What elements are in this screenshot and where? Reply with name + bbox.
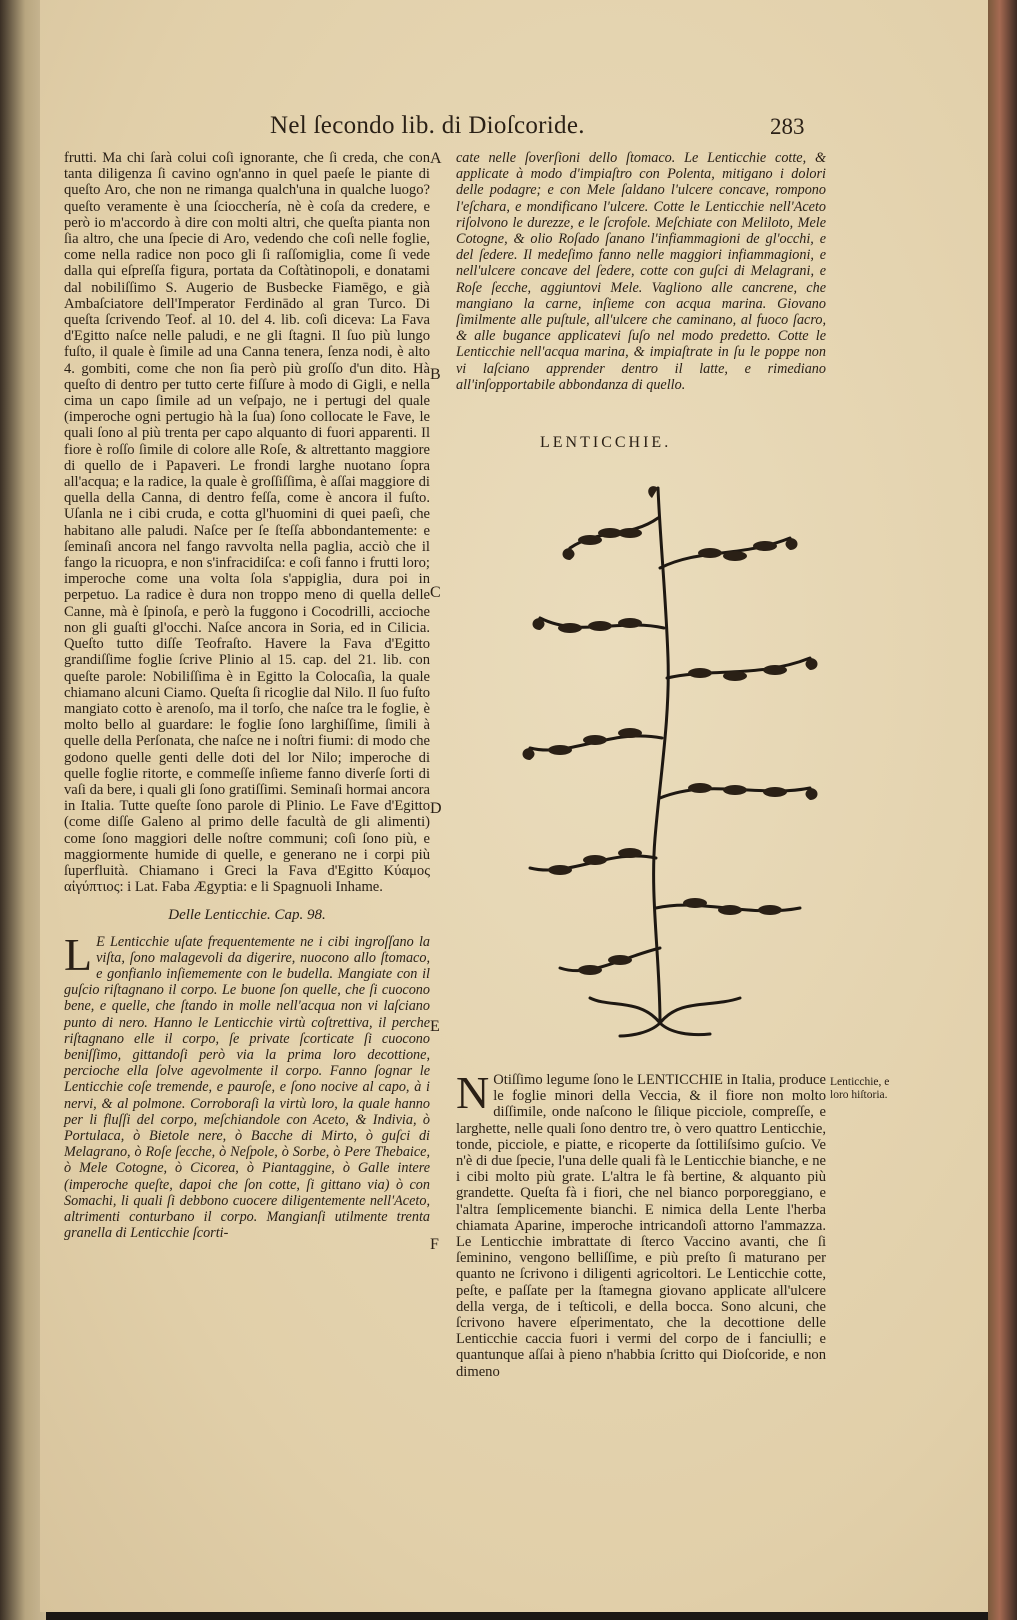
left-column — [64, 150, 430, 1241]
remedies-text: cate nelle ſoverſioni dello ſtomaco. Le Lenticchie cotte, & applicate à modo d'impiaſtro con Polenta, mitigano i dolori delle podagre; e con Mele ſaldano l'ulcere concave, rompono l'eſchara, e mondificano l'ulcere. Cotte le Lenticchie nell'Aceto riſolvono le durezze, e le ſcrofole. Meſchiate con Meliloto, Mele Cotogne, & olio Roſado ſanano l'infiammagioni de gl'occhi, e del ſedere. Il medeſimo fanno nelle maggiori infiammagioni, e nell'ulcere concave del ſedere, cotte con guſci di Melagrani, e Roſe ſecche, aggiuntovi Mele. Vagliono alle cancrene, che mangiano la carne, inſieme con acqua marina. Giovano ſimilmente alle puſtule, all'ulcere che caminano, al fuoco ſacro, & alle bugance applicatevi ſuſo nel modo predetto. Cotte le Lenticchie nell'acqua marina, & impiaſtrate in ſu le poppe non vi laſciano apprender dentro il latte, e rimediano all'inſopportabile abbondanza di quello. — [456, 150, 826, 393]
lentil-plant-woodcut-icon — [510, 478, 830, 1038]
chapter-heading: Delle Lenticchie. Cap. 98. — [168, 907, 326, 924]
history-body: Otiſſimo legume ſono le LENTICCHIE in Italia, produce le foglie minori della Veccia, & il fiore non molto diſſimile, onde naſcono le ſilique picciole, compreſſe, e larghette, nelle quali ſono dentro tre, ò vero quattro Lenticchie, tonde, picciole, e piatte, e ricoperte da ſottiliſsimo guſcio. Ve n'è di due ſpecie, l'una delle quali fà le Lenticchie bianche, e ne i cibi molto più grate. L'altra le fà bertine, & alquanto più grandette. Queſta fà i fiori, che nel bianco porporeggiano, e l'altra ſemplicemente bianchi. E nimica della Lente l'herba chiamata Aparine, imperoche intricandoſi attorno l'ammazza. Le Lenticchie imbrattate di ſterco Vaccino avanti, che ſi ſeminino, vengono belliſſime, e più preſto ſi maturano per quanto ne ſcrivono i diligenti agricoltori. Le Lenticchie cotte, peſte, e paſſate per la ſtamegna giovano applicate all'ulcere della verga, de i teſticoli, e della bocca. Sono alcuni, che ſcrivono havere eſperimentato, che la decottione delle Lenticchie caccia fuori i vermi del corpo de i fanciulli; e quantunque aſſai à pieno n'habbia ſcritto qui Dioſcoride, e non dimeno — [456, 1072, 826, 1380]
book-edge — [988, 0, 1017, 1620]
book-page — [40, 0, 988, 1612]
running-title: Nel ſecondo lib. di Dioſcoride. — [270, 112, 585, 139]
aro-text: frutti. Ma chi ſarà colui coſi ignorante, che ſi creda, che con tanta diligenza ſi cavino ogn'anno in quel paeſe le piante di queſto Aro, che non ne rimanga qualch'una in qualche luogo? queſto veramente è una ſciocchería, nè è coſa da credere, e però io m'accordo à dire con molti altri, che queſta pianta non ſia altro, che una ſpecie di Aro, vedendo che coſi nelle foglie, come nella radice non poco gli ſi raſſomiglia, come ſi vede dalla qui eſpreſſa figura, portata da Coſtàtinopoli, e donatami dal nobiliſſimo S. Augerio de Busbecke Fiamēgo, e già Ambaſciatore dell'Imperator Ferdinādo al gran Turco. Di queſta ſcrivendo Teof. al 10. del 4. lib. coſi diceva: La Fava d'Egitto naſce nelle paludi, e ne gli ſtagni. Il ſuo più lungo fuſto, il quale è ſimile ad una Canna tenera, ſenza nodi, è alto 4. gombiti, come che non ſia però più groſſo d'un dito. Hà queſto di dentro per tutto certe fiſſure à modo di Gigli, e nella cima un capo ſimile ad un veſpajo, ne i pertugi del quale (imperoche ogni pertugio hà la ſua) ſono collocate le Fave, le quali ſono al più trenta per capo alquanto di fuori apparenti. Il fiore è roſſo ſimile di colore alle Roſe, & altrettanto maggiore di quello de i Papaveri. Le frondi larghe nuotano ſopra all'acqua; e la radice, la quale è groſſiſſima, è aſſai maggiore di quella della Canna, di dentro feſſa, come è ancora il fuſto. Uſanla ne i cibi cruda, e cotta gl'huomini di quei paeſi, che habitano alle paludi. Naſce per ſe ſteſſa abbondantemente: e ſeminaſi ancora nel fango ravvolta nella paglia, acciò che il fango la ricuopra, e non s'infracidiſca: e coſi fanno i frutti loro; imperoche come una volta ſola s'appiglia, dura poi in perpetuo. La radice è dura non troppo meno di quella delle Canne, mà è ſpinoſa, e però la fuggono i Cocodrilli, accioche non gli guaſti gl'occhi. Naſce ancora in Soria, ed in Cilicia. Queſto tutto diſſe Teofraſto. Havere la Fava d'Egitto grandiſſime foglie ſcrive Plinio al 15. cap. del 21. lib. con queſte parole: Nobiliſſima è in Egitto la Colocaſia, la quale chiamano alcuni Ciamo. Queſta ſi ricoglie dal Nilo. Il ſuo fuſto mangiato cotto è arenoſo, ma il torſo, che naſce tra le foglie, è molto bello al guardare: le foglie ſono larghiſſime, ſimili à quelle della Perſonata, che naſce ne i noſtri fiumi: di modo che godono quelle genti delle doti del lor Nilo; imperoche di quelle foglie ritorte, e commeſſe inſieme fanno diverſe ſorti di vaſi da bere, i quali gli ſono gratiſſimi. Seminaſi hormai ancora in Italia. Tutte queſte ſono parole di Plinio. Le Fave d'Egitto (come diſſe Galeno al primo delle facultà de gli alimenti) come ſono maggiori delle noſtre communi; coſi ſono più, e maggiormente humide di quelle, e generano ne i corpi più ſuperfluità. Chiamano i Greci la Fava d'Egitto Κύαμος αἰγύπτιος: i Lat. Faba Ægyptia: e li Spagnuoli Inhame. — [64, 150, 430, 896]
chapter-body: E Lenticchie uſate frequentemente ne i cibi ingroſſano la viſta, ſono malagevoli da digerire, nuocono allo ſtomaco, e gonfianlo inſiememente con le budella. Mangiate con il guſcio riſtagnano il corpo. Le buone ſon quelle, che ſi cuocono bene, e quelle, che ſtando in molle nell'acqua non vi laſciano punto di nero. Hanno le Lenticchie virtù coſtrettiva, il perche riſtagnano elle il corpo, ſe private ſcorticate ſi cuocono beniſſimo, gittandoſi però via la prima loro decottione, percioche ella ſolve agevolmente il corpo. Fanno ſognar le Lenticchie coſe tremende, e pauroſe, e ſono nocive al capo, à i nervi, & al polmone. Corroboraſi la virtù loro, la quale hanno per li fluſſi del corpo, meſchiandole con Aceto, & Indivia, ò Portulaca, ò Bietole nere, ò Bacche di Mirto, ò guſci di Melagrano, ò Roſe ſecche, ò Neſpole, ò Sorbe, ò Pere Thebaice, ò Mele Cotogne, ò Cicorea, ò Piantaggine, ò Galle intere (imperoche queſte, dapoi che ſon cotte, ſi gittano via) ò con Somachi, li quali ſi debbono cuocere diligentemente nell'Aceto, altrimenti conturbano il corpo. Mangianſi utilmente trenta granella di Lenticchie ſcorti- — [64, 933, 430, 1242]
dropcap-l: L — [64, 928, 93, 980]
margin-letter-f: F — [430, 1236, 439, 1253]
page-number: 283 — [770, 114, 805, 139]
side-note: Lenticchie, e loro hiſtoria. — [830, 1076, 890, 1101]
lenticchie-dioscorides-text — [64, 928, 430, 1242]
margin-letter-b: B — [430, 366, 441, 383]
margin-letter-a: A — [430, 150, 442, 167]
page-header — [40, 112, 988, 146]
illustration-title: LENTICCHIE. — [540, 434, 672, 451]
right-column-top — [456, 150, 826, 393]
margin-letter-e: E — [430, 1018, 440, 1035]
margin-letter-d: D — [430, 800, 442, 817]
lenticchie-history-text — [456, 1067, 826, 1380]
right-column-bottom — [456, 1067, 826, 1380]
margin-letter-c: C — [430, 584, 441, 601]
dropcap-n: N — [456, 1067, 490, 1118]
